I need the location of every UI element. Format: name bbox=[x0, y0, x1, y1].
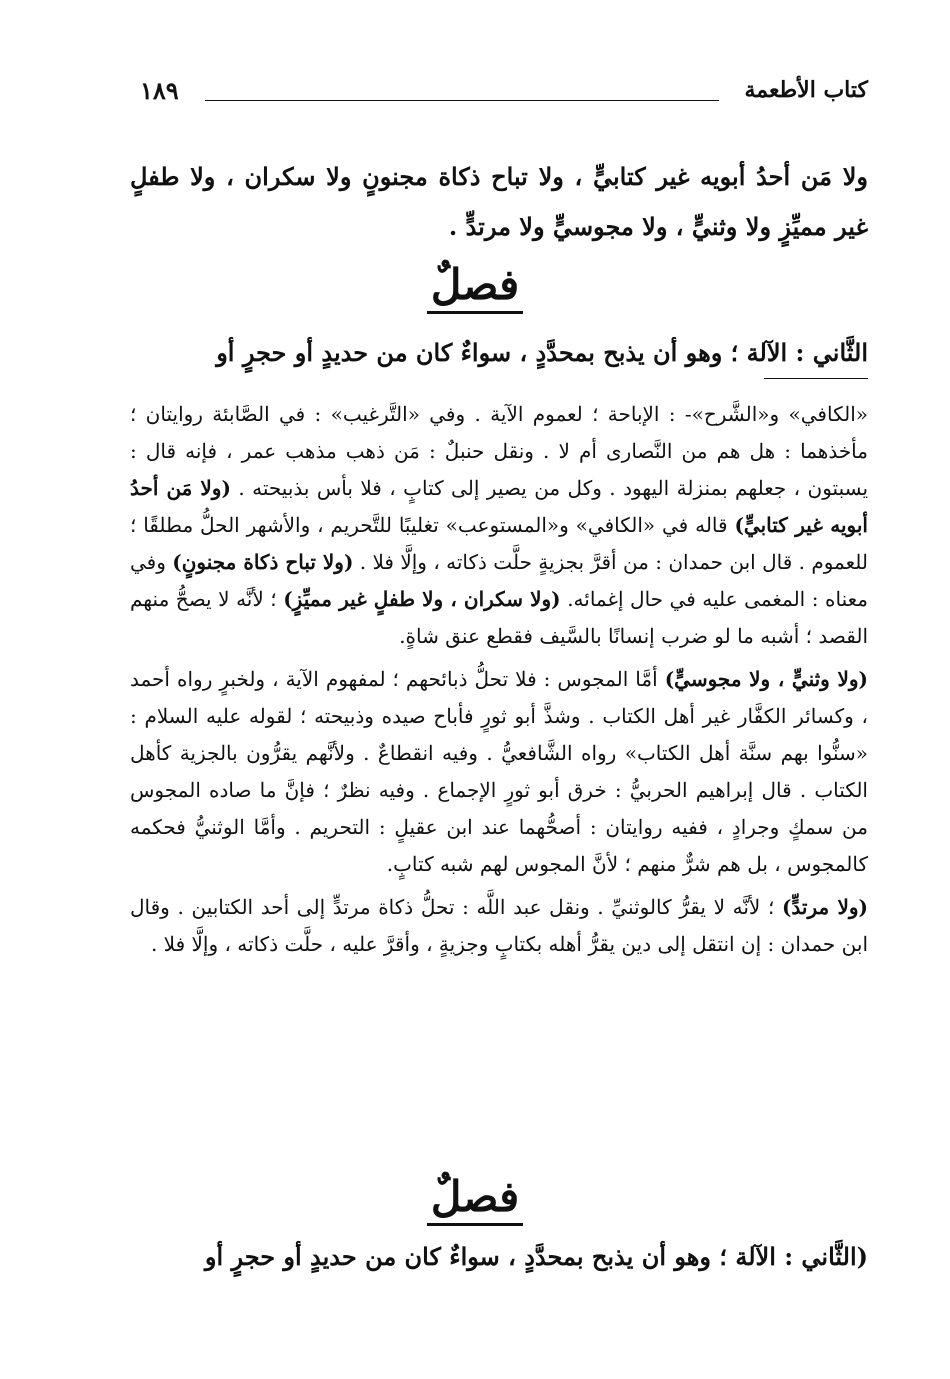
sharh-paragraph-1 bbox=[130, 396, 868, 655]
header-rule bbox=[205, 100, 719, 101]
matn-section-1-line: الثَّاني : الآلة ؛ وهو أن يذبح بمحدَّدٍ ، سواءٌ كان من حديدٍ أو حجرٍ أو bbox=[216, 338, 868, 367]
sharh-text: «الكافي» و«الشَّرح»- : الإباحة ؛ لعموم الآية . وفي «التَّرغيب» : في الصَّابئة روايتان ؛ مأخذهما : هل هم من النَّصارى أم لا . ونقل حنبلٌ : مَن ذهب مذهب عمر ، فإنه قال : يسبتون ، جعلهم بمنزلة اليهود . وكل من يصير إلى كتابٍ ، فلا بأس بذبيحته . bbox=[130, 402, 869, 500]
sharh-text: قاله في «الكافي» و«المستوعب» تغليبًا للتَّحريم ، والأشهر الحلُّ مطلقًا ؛ للعموم . قال ابن حمدان : من أقرَّ بجزيةٍ حلَّت ذكاته ، وإلَّا فلا . bbox=[130, 513, 868, 574]
section-heading-1-text: فصلٌ bbox=[427, 260, 523, 314]
matn-quote: (ولا مَن أحدُ أبويه غير كتابيٍّ) bbox=[130, 476, 868, 537]
section-heading-2-text: فصلٌ bbox=[427, 1172, 523, 1226]
sharh-paragraph-3 bbox=[130, 889, 868, 963]
page-number: ١٨٩ bbox=[140, 75, 179, 105]
sharh-text: وفي معناه : المغمى عليه في حال إغمائه. bbox=[130, 550, 868, 611]
section-heading-1 bbox=[0, 260, 950, 309]
sharh-text: ؛ لأنَّه لا يصحُّ منهم القصد ؛ أشبه ما لو ضرب إنسانًا بالسَّيف فقطع عنق شاةٍ. bbox=[130, 587, 868, 648]
matn-quote: (ولا مرتدٍّ) bbox=[781, 895, 869, 919]
running-header bbox=[140, 70, 868, 110]
matn-quote: (ولا تباح ذكاة مجنونٍ) bbox=[172, 550, 354, 574]
matn-sharh-separator bbox=[764, 378, 868, 379]
matn-quote: (ولا وثنيٍّ ، ولا مجوسيٍّ) bbox=[664, 667, 868, 691]
sharh-text: ؛ لأنَّه لا يقرُّ كالوثنيِّ . ونقل عبد اللَّه : تحلُّ ذكاة مرتدٍّ إلى أحد الكتابين . وقال ابن حمدان : إن انتقل إلى دين يقرُّ أهله بكتابٍ وجزيةٍ ، وأقرَّ عليه ، حلَّت ذكاته ، وإلَّا فلا . bbox=[130, 895, 868, 956]
matn-section-2-line: (الثَّاني : الآلة ؛ وهو أن يذبح بمحدَّدٍ ، سواءٌ كان من حديدٍ أو حجرٍ أو bbox=[204, 1242, 868, 1271]
matn-top-text: ولا مَن أحدُ أبويه غير كتابيٍّ ، ولا تباح ذكاة مجنونٍ ولا سكران ، ولا طفلٍ غير مميِّزٍ ولا وثنيٍّ ، ولا مجوسيٍّ ولا مرتدٍّ . bbox=[130, 162, 868, 241]
sharh-commentary bbox=[130, 396, 868, 969]
section-heading-2 bbox=[0, 1172, 950, 1221]
book-title: كتاب الأطعمة bbox=[744, 77, 868, 103]
sharh-text: أمَّا المجوس : فلا تحلُّ ذبائحهم ؛ لمفهوم الآية ، ولخبرٍ رواه أحمد ، وكسائر الكفَّار غير أهل الكتاب . وشذَّ أبو ثورٍ فأباح صيده وذبيحته ؛ لقوله عليه السلام : «سنُّوا بهم سنَّة أهل الكتاب» رواه الشَّافعيُّ . وفيه انقطاعٌ . ولأنَّهم يقرُّون بالجزية كأهل الكتاب . قال إبراهيم الحربيُّ : خرق أبو ثورٍ الإجماع . وفيه نظرٌ ؛ فإنَّ ما صاده المجوس من سمكٍ وجرادٍ ، ففيه روايتان : أصحُّهما عند ابن عقيلٍ : التحريم . وأمَّا الوثنيُّ فحكمه كالمجوس ، بل هم شرٌّ منهم ؛ لأنَّ المجوس لهم شبه كتابٍ. bbox=[130, 667, 868, 876]
matn-quote: (ولا سكران ، ولا طفلٍ غير مميِّزٍ) bbox=[283, 587, 561, 611]
sharh-paragraph-2 bbox=[130, 661, 868, 883]
